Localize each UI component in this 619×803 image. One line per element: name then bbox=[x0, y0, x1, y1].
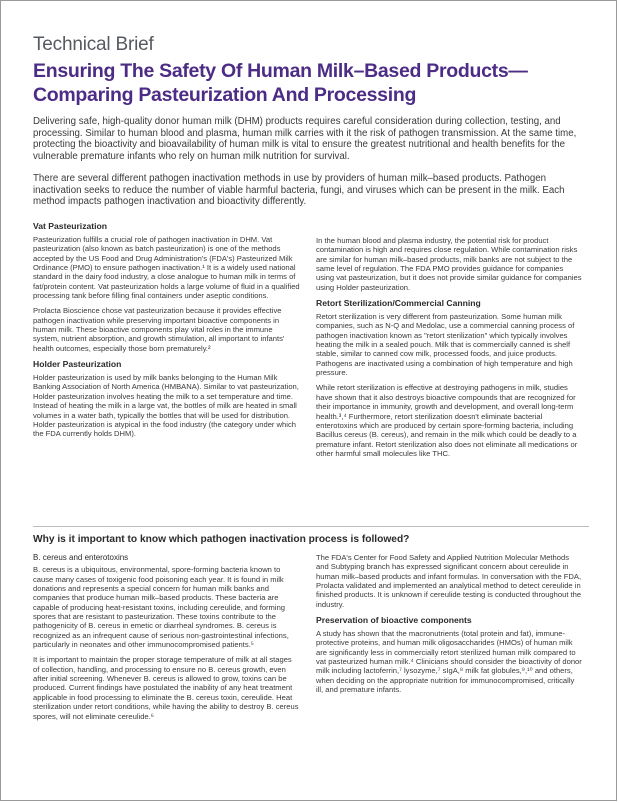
left-column-bcereus bbox=[33, 553, 300, 727]
vat-paragraph-2: Prolacta Bioscience chose vat pasteurization because it provides effective pathogen inactivation while preserving important bioactive components in human milk. These bioactive components play vital roles in the immune system, nutrient absorption, and growth stimulation, all important to infants' health outcomes, especially those born prematurely.² bbox=[33, 306, 285, 353]
retort-paragraph-2: While retort sterilization is effective at destroying pathogens in milk, studies have shown that it also destroys bioactive compounds that are recognized for their importance in immunity, growth and development, and overall long-term health.³,⁴ Furthermore, retort sterilization doesn't eliminate bacterial enterotoxins which are produced by certain spore-forming bacteria, including Bacillus cereus (B. cereus), and remain in the milk which could be deadly to a premature infant. Retort sterilization also does not eliminate all medications or other harmful small molecules like THC. bbox=[316, 383, 578, 458]
right-column-bioactive bbox=[316, 553, 583, 700]
left-column-pasteurization bbox=[33, 221, 300, 445]
right-column-regulation-retort bbox=[316, 236, 583, 464]
vat-paragraph-1: Pasteurization fulfills a crucial role of pathogen inactivation in DHM. Vat pasteurization (also known as batch pasteurization) is one of the methods accepted by the US Food and Drug Administration's (FDA's) Pasteurized Milk Ordinance (PMO) to ensure pathogen inactivation.¹ It is a widely used national standard in the dairy food industry, a close analogue to human milk in terms of fat/protein content. Vat pasteurization holds a large volume of fluid in a qualified processing tank before filling final containers under aseptic conditions. bbox=[33, 235, 300, 301]
document-kicker: Technical Brief bbox=[33, 34, 154, 55]
section-divider bbox=[33, 526, 589, 527]
bioactive-paragraph: A study has shown that the macronutrients (total protein and fat), immune-protective proteins, and human milk oligosaccharides (HMOs) of human milk are significantly less in commercially retort sterilized human milk compared to vat pasteurized human milk.⁴ Clinicians should consider the bioactivity of donor milk including lactoferrin,⁷ lysozyme,⁷ sIgA,⁸ milk fat globules,⁹,¹⁰ and others, when deciding on the appropriate nutrition for immunocompromised, critically ill, and premature infants. bbox=[316, 629, 582, 695]
bcereus-paragraph-1: B. cereus is a ubiquitous, environmental, spore-forming bacteria known to cause many cases of toxigenic food poisoning each year. It is found in milk donations and represents a special concern for human milk banks and companies that produce human milk–based products. These bacteria are capable of producing heat-resistant toxins, including cereulide, and forming spores that are resistant to pasteurization. These toxins contribute to the pathogenicity of B. cereus in emetic or diarrheal syndromes. B. cereus is recognized as an infrequent cause of serious non-gastrointestinal infections, particularly in neonates and other immunocompromised patients.⁵ bbox=[33, 565, 289, 650]
fda-cereulide-paragraph: The FDA's Center for Food Safety and Applied Nutrition Molecular Methods and Subtyping branch has expressed significant concern about cereulide in human milk–based products and infant formulas. In conversation with the FDA, Prolacta validated and implemented an analytical method to detect cereulide in finished products. It is unknown if cereulide testing is conducted throughout the industry. bbox=[316, 553, 582, 609]
retort-paragraph-1: Retort sterilization is very different from pasteurization. Some human milk companies, such as N-Q and Medolac, use a commercial canning process of pathogen inactivation known as "retort sterilization" which typically involves heating the milk in a sealed pouch. Milk that is commercially canned is shelf stable, similar to canned cow milk, processed foods, and juice products. Pathogens are inactivated using a combination of high temperature and high pressure. bbox=[316, 312, 575, 378]
intro-paragraph-2: There are several different pathogen inactivation methods in use by providers of human milk–based products. Pathogen inactivation seeks to reduce the number of viable harmful bacteria, fungi, and viruses which can be present in the milk. Each method impacts pathogen inactivation and bioactivity differently. bbox=[33, 173, 565, 208]
holder-pasteurization-heading: Holder Pasteurization bbox=[33, 359, 122, 370]
retort-sterilization-heading: Retort Sterilization/Commercial Canning bbox=[316, 298, 481, 309]
bioactive-heading: Preservation of bioactive components bbox=[316, 615, 472, 626]
vat-pasteurization-heading: Vat Pasteurization bbox=[33, 221, 108, 231]
document-title: Ensuring The Safety Of Human Milk–Based Products—Comparing Pasteurization And Processing bbox=[33, 60, 528, 106]
bcereus-subheading: B. cereus and enterotoxins bbox=[33, 553, 129, 562]
intro-paragraph-1: Delivering safe, high-quality donor human milk (DHM) products requires careful consideration during collection, testing, and processing. Similar to human blood and plasma, human milk carries with it the risk of pathogen transmission. At the same time, protecting the bioactivity and bioavailability of human milk is vital to ensure the greatest nutritional and health benefits for the vulnerable premature infants who rely on human milk nutrition for survival. bbox=[33, 116, 577, 162]
bcereus-paragraph-2: It is important to maintain the proper storage temperature of milk at all stages of collection, handling, and processing to ensure no B. cereus growth, even after initial screening. Whenever B. cereus is allowed to grow, toxins can be produced. Current findings have postulated the inability of any heat treatment applicable in food processing to eliminate the B. cereus toxin, cereulide. Heat sterilization under retort conditions, while having the ability to destroy B. cereus spores, will not eliminate cereulide.⁶ bbox=[33, 655, 299, 721]
regulation-paragraph: In the human blood and plasma industry, the potential risk for product contamination is high and requires close regulation. While contamination risks are similar for human milk–based products, milk banks are not subject to the same level of regulation. The FDA PMO provides guidance for companies using vat pasteurization, but it does not provide similar guidance for companies using Holder pasteurization. bbox=[316, 236, 582, 292]
section-heading-why-important: Why is it important to know which pathogen inactivation process is followed? bbox=[33, 534, 410, 545]
holder-paragraph: Holder pasteurization is used by milk banks belonging to the Human Milk Banking Association of North America (HMBANA). Similar to vat pasteurization, Holder pasteurization involves heating the milk to a set temperature and time. Instead of heating the milk in a large vat, the bottles of milk are heated in small volumes in a water bath, typically the bottles that will be used for distribution. Holder pasteurization is atypical in the food industry (the category under which the FDA currently holds DHM). bbox=[33, 373, 299, 439]
